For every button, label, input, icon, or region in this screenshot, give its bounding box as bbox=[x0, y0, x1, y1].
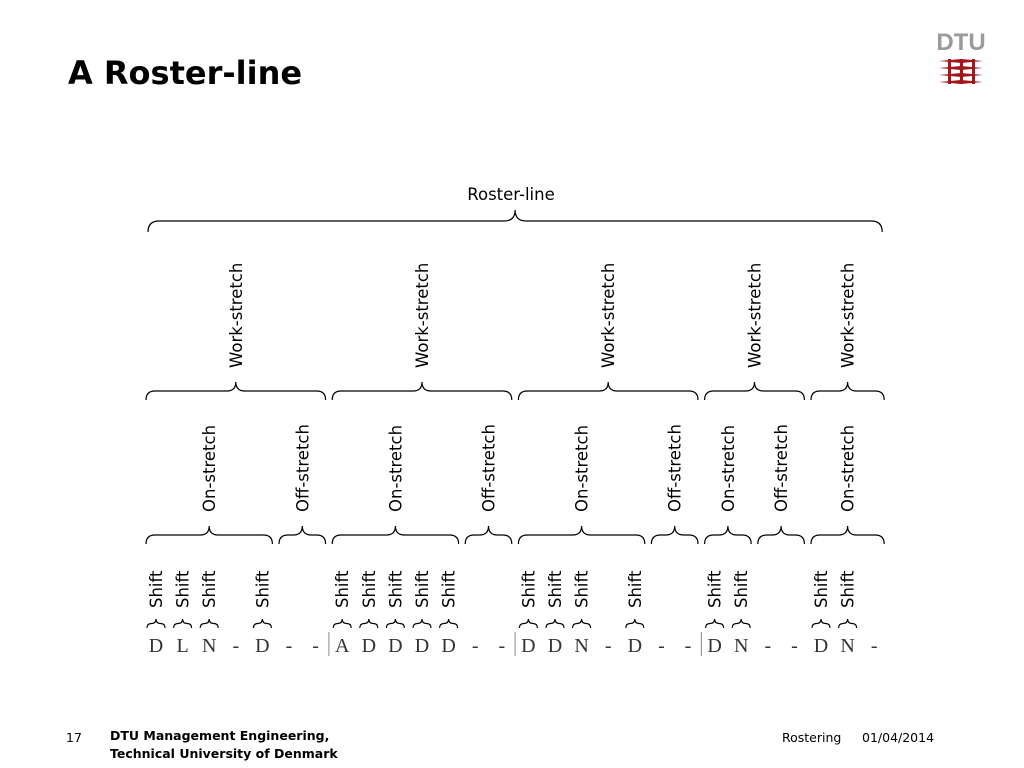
shift-brace bbox=[519, 619, 537, 628]
page-title: A Roster-line bbox=[68, 54, 303, 92]
day-code: - bbox=[658, 635, 665, 657]
footer-org-line2: Technical University of Denmark bbox=[110, 746, 338, 761]
shift-label: Shift bbox=[386, 570, 406, 608]
work-stretch-label: Work-stretch bbox=[745, 262, 765, 368]
page-number: 17 bbox=[66, 730, 82, 745]
work-stretch-label: Work-stretch bbox=[599, 262, 619, 368]
day-code: D bbox=[707, 635, 722, 657]
work-stretch-label: Work-stretch bbox=[838, 262, 858, 368]
off-stretch-label: Off-stretch bbox=[772, 424, 792, 512]
shift-label: Shift bbox=[359, 570, 379, 608]
footer-org-line1: DTU Management Engineering, bbox=[110, 728, 330, 743]
day-code: D bbox=[441, 635, 456, 657]
work-stretch-brace bbox=[332, 382, 512, 400]
day-code: - bbox=[498, 635, 506, 657]
on-stretch-label: On-stretch bbox=[200, 424, 220, 512]
shift-label: Shift bbox=[519, 570, 539, 608]
day-code: D bbox=[521, 635, 536, 657]
footer-organization bbox=[110, 727, 338, 763]
off-stretch-label: Off-stretch bbox=[293, 424, 313, 512]
svg-text:DTU: DTU bbox=[936, 29, 986, 56]
day-code: - bbox=[684, 635, 692, 657]
shift-brace bbox=[333, 619, 351, 628]
day-code: N bbox=[201, 635, 217, 657]
day-code: N bbox=[574, 635, 589, 657]
day-code: - bbox=[764, 635, 772, 657]
day-code: - bbox=[604, 635, 612, 657]
shift-brace bbox=[546, 619, 564, 628]
roster-line-label: Roster-line bbox=[467, 185, 555, 204]
shift-label: Shift bbox=[705, 570, 725, 608]
shift-label: Shift bbox=[147, 570, 166, 608]
day-code: D bbox=[388, 635, 403, 657]
day-code: - bbox=[870, 635, 878, 657]
shift-label: Shift bbox=[546, 570, 565, 608]
shift-brace bbox=[440, 619, 458, 628]
day-code: D bbox=[414, 635, 430, 657]
shift-brace bbox=[386, 619, 404, 628]
day-code: D bbox=[361, 635, 377, 657]
on-stretch-label: On-stretch bbox=[386, 424, 406, 512]
day-code: - bbox=[791, 635, 798, 657]
day-code: N bbox=[840, 635, 855, 657]
shift-label: Shift bbox=[732, 570, 752, 608]
off-stretch-label: Off-stretch bbox=[665, 424, 685, 512]
stretch-brace bbox=[651, 526, 698, 544]
shift-label: Shift bbox=[200, 570, 220, 608]
footer-date: 01/04/2014 bbox=[862, 730, 935, 745]
shift-brace bbox=[147, 619, 165, 628]
labels-group bbox=[147, 263, 858, 608]
shift-label: Shift bbox=[439, 570, 459, 608]
shift-label: Shift bbox=[572, 570, 592, 608]
footer-topic: Rostering bbox=[782, 730, 842, 745]
day-code: L bbox=[176, 635, 189, 657]
shift-label: Shift bbox=[333, 570, 353, 608]
shift-brace bbox=[732, 619, 750, 628]
day-code: A bbox=[334, 635, 350, 657]
on-stretch-label: On-stretch bbox=[572, 424, 592, 512]
shift-brace bbox=[253, 619, 271, 628]
stretch-brace bbox=[279, 526, 326, 544]
shift-brace bbox=[360, 619, 378, 628]
shift-label: Shift bbox=[812, 570, 831, 608]
shift-label: Shift bbox=[413, 570, 432, 608]
shift-brace bbox=[626, 619, 644, 628]
work-stretch-label: Work-stretch bbox=[413, 262, 432, 368]
shift-brace bbox=[174, 619, 192, 628]
shift-brace bbox=[706, 619, 724, 628]
braces-group bbox=[146, 210, 884, 628]
shift-label: Shift bbox=[173, 570, 193, 608]
day-code: N bbox=[733, 635, 749, 657]
day-code: - bbox=[471, 635, 479, 657]
stretch-brace bbox=[705, 526, 752, 544]
work-stretch-brace bbox=[146, 382, 326, 400]
day-code: D bbox=[255, 635, 270, 657]
shift-label: Shift bbox=[625, 570, 645, 608]
shift-label: Shift bbox=[253, 570, 273, 608]
stretch-brace bbox=[811, 526, 884, 544]
roster-line-brace bbox=[148, 210, 882, 232]
day-code: D bbox=[148, 635, 164, 657]
day-code: - bbox=[232, 635, 240, 657]
shift-brace bbox=[839, 619, 857, 628]
off-stretch-label: Off-stretch bbox=[479, 424, 499, 512]
stretch-brace bbox=[758, 526, 805, 544]
on-stretch-label: On-stretch bbox=[718, 424, 738, 512]
day-code: - bbox=[285, 635, 293, 657]
day-code: D bbox=[813, 635, 829, 657]
day-code: D bbox=[627, 635, 643, 657]
on-stretch-label: On-stretch bbox=[838, 424, 858, 512]
shift-brace bbox=[573, 619, 591, 628]
shift-label: Shift bbox=[838, 570, 858, 608]
day-code: D bbox=[547, 635, 563, 657]
day-codes-group bbox=[149, 632, 878, 657]
stretch-brace bbox=[518, 526, 644, 544]
stretch-brace bbox=[332, 526, 458, 544]
stretch-brace bbox=[465, 526, 512, 544]
stretch-brace bbox=[146, 526, 272, 544]
work-stretch-brace bbox=[518, 382, 698, 400]
work-stretch-brace bbox=[811, 382, 884, 400]
work-stretch-label: Work-stretch bbox=[226, 262, 246, 368]
day-code: - bbox=[312, 635, 319, 657]
shift-brace bbox=[200, 619, 218, 628]
work-stretch-brace bbox=[705, 382, 805, 400]
shift-brace bbox=[413, 619, 431, 628]
shift-brace bbox=[812, 619, 830, 628]
